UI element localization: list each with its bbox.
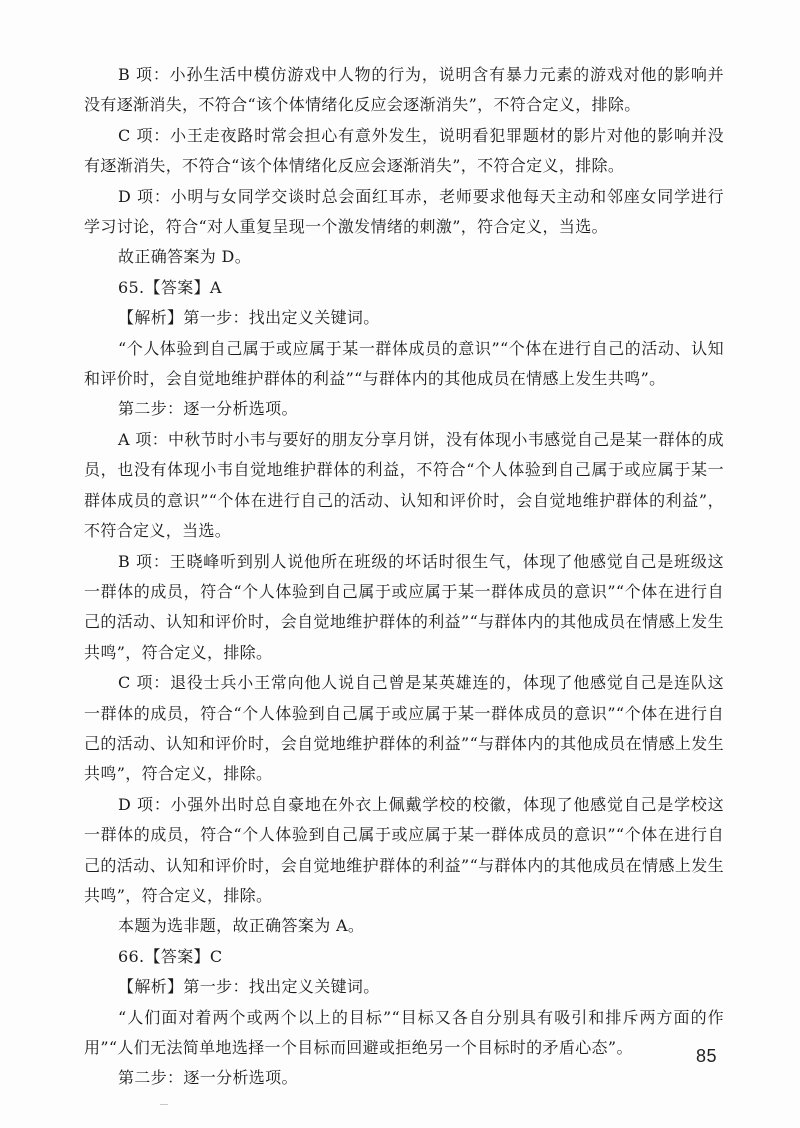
paragraph-option-d-xiaoming: D 项：小明与女同学交谈时总会面红耳赤，老师要求他每天主动和邻座女同学进行学习讨论，符合“对人重复呈现一个激发情绪的刺激”，符合定义，当选。 — [84, 186, 724, 237]
paragraph-keywords-65: “个人体验到自己属于或应属于某一群体成员的意识”“个体在进行自己的活动、认知和评价时，会自觉地维护群体的利益”“与群体内的其他成员在情感上发生共鸣”。 — [84, 338, 724, 389]
paragraph-option-b-wangxiaofeng: B 项：王晓峰听到别人说他所在班级的坏话时很生气，体现了他感觉自己是班级这一群体的成员，符合“个人体验到自己属于或应属于某一群体成员的意识”“个体在进行自己的活动、认知和评价时，会自觉地维护群体的利益”“与群体内的其他成员在情感上发生共鸣”，符合定义，排除。 — [84, 551, 724, 662]
scan-mark — [160, 1104, 168, 1105]
paragraph-analysis-66-step1: 【解析】第一步：找出定义关键词。 — [118, 977, 380, 997]
paragraph-option-c-soldier: C 项：退役士兵小王常向他人说自己曾是某英雄连的，体现了他感觉自己是连队这一群体的成员，符合“个人体验到自己属于或应属于某一群体成员的意识”“个体在进行自己的活动、认知和评价时，会自觉地维护群体的利益”“与群体内的其他成员在情感上发生共鸣”，符合定义，排除。 — [84, 673, 724, 784]
paragraph-conclusion-64: 故正确答案为 D。 — [118, 247, 252, 267]
paragraph-analysis-65-step1: 【解析】第一步：找出定义关键词。 — [118, 308, 380, 328]
paragraph-option-d-xiaoqiang: D 项：小强外出时总自豪地在外衣上佩戴学校的校徽，体现了他感觉自己是学校这一群体的成员，符合“个人体验到自己属于或应属于某一群体成员的意识”“个体在进行自己的活动、认知和评价时，会自觉地维护群体的利益”“与群体内的其他成员在情感上发生共鸣”，符合定义，排除。 — [84, 794, 724, 905]
page-number: 85 — [696, 1046, 718, 1066]
paragraph-option-a-xiaowei: A 项：中秋节时小韦与要好的朋友分享月饼，没有体现小韦感觉自己是某一群体的成员，也没有体现小韦自觉地维护群体的利益，不符合“个人体验到自己属于或应属于某一群体成员的意识”“个体在进行自己的活动、认知和评价时，会自觉地维护群体的利益”，不符合定义，当选。 — [84, 429, 724, 541]
heading-answer-66: 66.【答案】C — [118, 946, 223, 966]
paragraph-option-b-xiaosun: B 项：小孙生活中模仿游戏中人物的行为，说明含有暴力元素的游戏对他的影响并没有逐渐消失，不符合“该个体情绪化反应会逐渐消失”，不符合定义，排除。 — [84, 65, 724, 115]
paragraph-analysis-65-step2: 第二步：逐一分析选项。 — [118, 399, 298, 419]
heading-answer-65: 65.【答案】A — [118, 277, 222, 297]
paragraph-keywords-66: “人们面对着两个或两个以上的目标”“目标又各自分别具有吸引和排斥两方面的作用”“人们无法简单地选择一个目标而回避或拒绝另一个目标时的矛盾心态”。 — [84, 1007, 724, 1057]
paragraph-conclusion-65: 本题为选非题，故正确答案为 A。 — [118, 916, 365, 936]
page-body — [84, 60, 724, 1094]
paragraph-option-c-xiaowang: C 项：小王走夜路时常会担心有意外发生，说明看犯罪题材的影片对他的影响并没有逐渐消失，不符合“该个体情绪化反应会逐渐消失”，不符合定义，排除。 — [84, 125, 724, 176]
paragraph-analysis-66-step2: 第二步：逐一分析选项。 — [118, 1068, 298, 1088]
